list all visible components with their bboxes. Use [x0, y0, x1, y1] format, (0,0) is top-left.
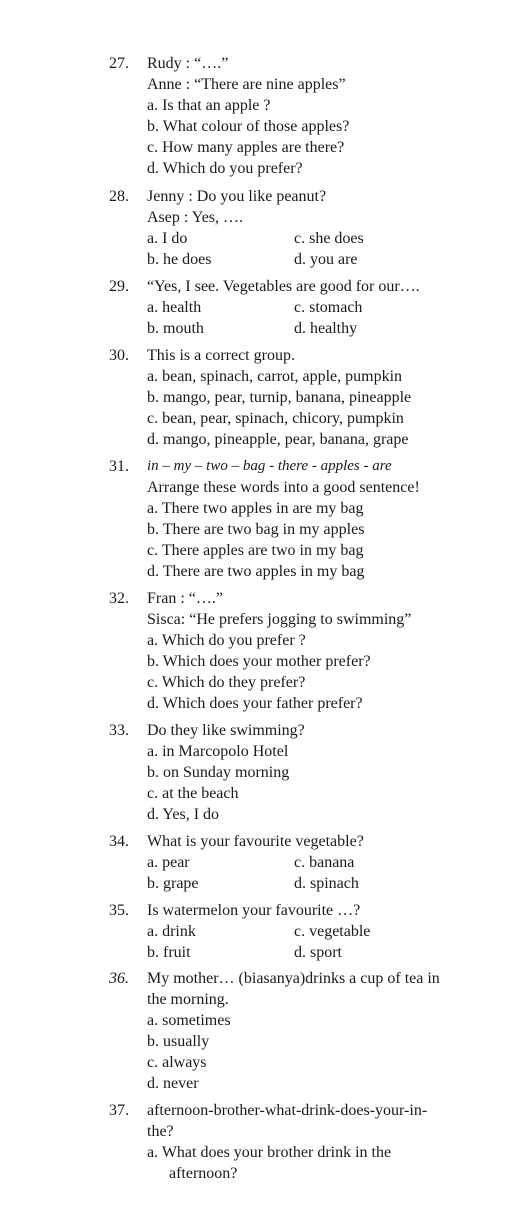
- option-a: a. health: [147, 299, 202, 316]
- option-a: a. sometimes: [147, 1012, 231, 1029]
- option-c: c. vegetable: [294, 923, 371, 940]
- option-a: a. Is that an apple ?: [147, 97, 271, 114]
- option-d: d. Yes, I do: [147, 806, 220, 823]
- option-b: b. mango, pear, turnip, banana, pineapple: [147, 389, 412, 406]
- option-d: d. sport: [294, 944, 342, 961]
- question-number: 36.: [109, 970, 129, 987]
- option-d: d. mango, pineapple, pear, banana, grape: [147, 431, 409, 448]
- option-a: a. I do: [147, 230, 188, 247]
- option-b: b. usually: [147, 1033, 210, 1050]
- option-b: b. Which does your mother prefer?: [147, 653, 371, 670]
- question-text: My mother… (biasanya)drinks a cup of tea in: [147, 970, 440, 987]
- dialog-line: Anne : “There are nine apples”: [147, 76, 346, 93]
- question-text: Do they like swimming?: [147, 722, 305, 739]
- question-number: 30.: [109, 347, 129, 364]
- dialog-line: Sisca: “He prefers jogging to swimming”: [147, 611, 412, 628]
- option-c: c. There apples are two in my bag: [147, 542, 364, 559]
- question-text: Is watermelon your favourite …?: [147, 902, 361, 919]
- option-c: c. stomach: [294, 299, 363, 316]
- question-number: 37.: [109, 1102, 129, 1119]
- option-a: a. drink: [147, 923, 196, 940]
- question-text: Rudy : “….”: [147, 55, 229, 72]
- question-text: This is a correct group.: [147, 347, 295, 364]
- option-a: a. bean, spinach, carrot, apple, pumpkin: [147, 368, 403, 385]
- option-b: b. What colour of those apples?: [147, 118, 350, 135]
- question-text: “Yes, I see. Vegetables are good for our….: [147, 278, 420, 295]
- option-d: d. There are two apples in my bag: [147, 563, 365, 580]
- option-b: b. mouth: [147, 320, 204, 337]
- option-c: c. Which do they prefer?: [147, 674, 306, 691]
- option-d: d. you are: [294, 251, 358, 268]
- question-text-continued: the?: [147, 1123, 174, 1140]
- dialog-line: Asep : Yes, ….: [147, 209, 244, 226]
- question-number: 28.: [109, 188, 129, 205]
- option-a: a. Which do you prefer ?: [147, 632, 306, 649]
- option-c: c. always: [147, 1054, 207, 1071]
- option-c: c. banana: [294, 854, 355, 871]
- option-b: b. he does: [147, 251, 212, 268]
- option-d: d. Which does your father prefer?: [147, 695, 363, 712]
- option-c: c. at the beach: [147, 785, 239, 802]
- option-a: a. What does your brother drink in the: [147, 1144, 392, 1161]
- question-text-continued: the morning.: [147, 991, 229, 1008]
- option-a: a. in Marcopolo Hotel: [147, 743, 289, 760]
- option-d: d. healthy: [294, 320, 358, 337]
- option-c: c. bean, pear, spinach, chicory, pumpkin: [147, 410, 404, 427]
- option-a: a. pear: [147, 854, 190, 871]
- option-d: d. Which do you prefer?: [147, 160, 303, 177]
- question-number: 29.: [109, 278, 129, 295]
- question-text: Fran : “….”: [147, 590, 223, 607]
- question-number: 35.: [109, 902, 129, 919]
- option-a-continued: afternoon?: [169, 1165, 238, 1182]
- option-b: b. fruit: [147, 944, 191, 961]
- option-d: d. never: [147, 1075, 199, 1092]
- question-number: 27.: [109, 55, 129, 72]
- question-text: Jenny : Do you like peanut?: [147, 188, 327, 205]
- option-a: a. There two apples in are my bag: [147, 500, 364, 517]
- option-c: c. How many apples are there?: [147, 139, 345, 156]
- option-c: c. she does: [294, 230, 364, 247]
- option-b: b. on Sunday morning: [147, 764, 290, 781]
- question-text: afternoon-brother-what-drink-does-your-in-: [147, 1102, 428, 1119]
- option-b: b. There are two bag in my apples: [147, 521, 365, 538]
- question-number: 33.: [109, 722, 129, 739]
- question-number: 32.: [109, 590, 129, 607]
- question-text: What is your favourite vegetable?: [147, 833, 364, 850]
- question-number: 34.: [109, 833, 129, 850]
- scrambled-words: in – my – two – bag - there - apples - are: [147, 458, 392, 474]
- option-d: d. spinach: [294, 875, 359, 892]
- option-b: b. grape: [147, 875, 199, 892]
- question-text: Arrange these words into a good sentence!: [147, 479, 420, 496]
- question-number: 31.: [109, 458, 129, 475]
